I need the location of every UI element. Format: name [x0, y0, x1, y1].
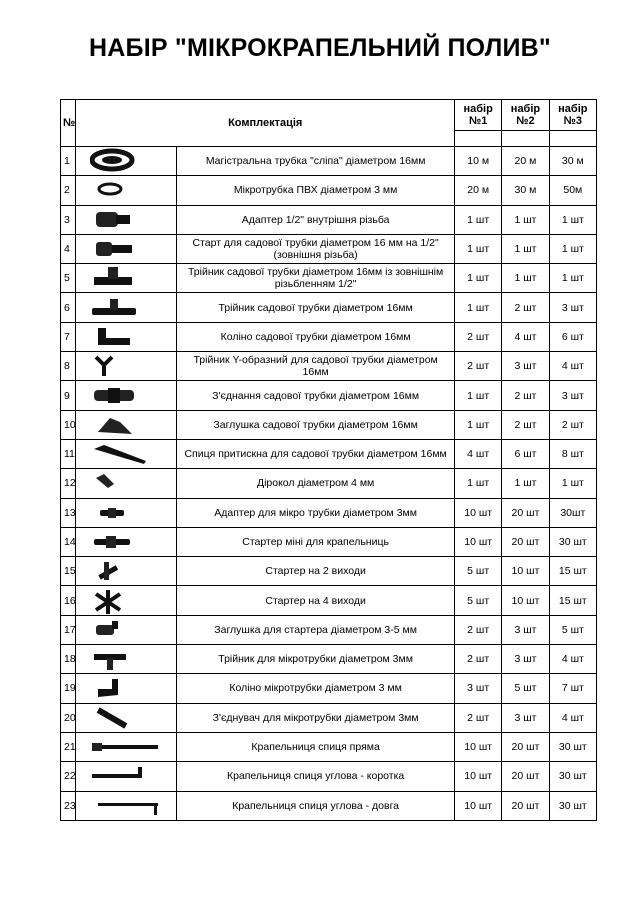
row-name: Крапельниця спиця углова - коротка: [177, 762, 455, 791]
mini-starter-icon: [90, 529, 162, 555]
kit-table: [60, 99, 597, 821]
table-body: [61, 147, 597, 821]
row-image: [76, 293, 177, 322]
tee-icon: [90, 295, 162, 321]
row-set3: 1 шт: [549, 234, 596, 263]
table-row: [61, 322, 597, 351]
row-image: [76, 732, 177, 761]
two-way-starter-icon: [90, 558, 162, 584]
row-set1: 1 шт: [455, 381, 502, 410]
end-plug-icon: [90, 412, 162, 438]
row-number: 16: [61, 586, 76, 615]
elbow-icon: [90, 324, 162, 350]
micro-connector-icon: [90, 705, 162, 731]
straight-spike-dripper-icon: [90, 734, 162, 760]
row-name: Коліно мікротрубки діаметром 3 мм: [177, 674, 455, 703]
row-number: 8: [61, 352, 76, 381]
row-image: [76, 381, 177, 410]
table-row: [61, 615, 597, 644]
row-number: 1: [61, 147, 76, 176]
table-row: [61, 762, 597, 791]
row-set3: 1 шт: [549, 205, 596, 234]
row-image: [76, 410, 177, 439]
row-set2: 20 шт: [502, 498, 549, 527]
row-name: Трійник садової трубки діаметром 16мм із зовнішнім різьбленням 1/2": [177, 264, 455, 293]
row-number: 23: [61, 791, 76, 820]
start-connector-icon: [90, 236, 162, 262]
row-name: Крапельниця спиця углова - довга: [177, 791, 455, 820]
row-number: 3: [61, 205, 76, 234]
row-set3: 4 шт: [549, 703, 596, 732]
row-number: 9: [61, 381, 76, 410]
row-name: Магістральна трубка "сліпа" діаметром 16мм: [177, 147, 455, 176]
row-set2: 20 шт: [502, 732, 549, 761]
row-set3: 30шт: [549, 498, 596, 527]
row-name: Заглушка для стартера діаметром 3-5 мм: [177, 615, 455, 644]
row-image: [76, 527, 177, 556]
row-set3: 50м: [549, 176, 596, 205]
row-set2: 2 шт: [502, 410, 549, 439]
row-name: Стартер на 2 виходи: [177, 557, 455, 586]
micro-tee-icon: [90, 646, 162, 672]
table-row: [61, 498, 597, 527]
table-row: [61, 557, 597, 586]
row-number: 2: [61, 176, 76, 205]
long-angled-spike-icon: [90, 793, 162, 819]
row-set1: 10 шт: [455, 498, 502, 527]
table-row: [61, 147, 597, 176]
table-row: [61, 791, 597, 820]
row-name: З'єднувач для мікротрубки діаметром 3мм: [177, 703, 455, 732]
row-set2: 6 шт: [502, 439, 549, 468]
row-set1: 5 шт: [455, 557, 502, 586]
table-row: [61, 205, 597, 234]
table-row: [61, 586, 597, 615]
row-set1: 10 шт: [455, 732, 502, 761]
table-row: [61, 674, 597, 703]
row-number: 5: [61, 264, 76, 293]
row-set2: 4 шт: [502, 322, 549, 351]
four-way-starter-icon: [90, 588, 162, 614]
short-angled-spike-icon: [90, 763, 162, 789]
row-set3: 4 шт: [549, 645, 596, 674]
row-image: [76, 703, 177, 732]
row-set1: 10 шт: [455, 791, 502, 820]
row-number: 10: [61, 410, 76, 439]
row-image: [76, 586, 177, 615]
row-number: 7: [61, 322, 76, 351]
header-num: №: [61, 100, 76, 147]
row-set2: 10 шт: [502, 586, 549, 615]
row-set1: 3 шт: [455, 674, 502, 703]
row-set3: 15 шт: [549, 586, 596, 615]
row-set3: 30 шт: [549, 762, 596, 791]
row-set2: 5 шт: [502, 674, 549, 703]
table-row: [61, 703, 597, 732]
row-set1: 5 шт: [455, 586, 502, 615]
row-number: 15: [61, 557, 76, 586]
row-image: [76, 791, 177, 820]
row-set2: 10 шт: [502, 557, 549, 586]
table-row: [61, 410, 597, 439]
row-name: Трійник Y-образний для садової трубки діаметром 16мм: [177, 352, 455, 381]
row-number: 17: [61, 615, 76, 644]
row-set3: 3 шт: [549, 381, 596, 410]
row-name: Спиця притискна для садової трубки діаметром 16мм: [177, 439, 455, 468]
row-set3: 3 шт: [549, 293, 596, 322]
row-image: [76, 264, 177, 293]
table-row: [61, 234, 597, 263]
row-number: 19: [61, 674, 76, 703]
row-name: Стартер на 4 виходи: [177, 586, 455, 615]
row-set1: 10 м: [455, 147, 502, 176]
row-set1: 1 шт: [455, 469, 502, 498]
row-set3: 2 шт: [549, 410, 596, 439]
row-name: Заглушка садової трубки діаметром 16мм: [177, 410, 455, 439]
header-set3: набір №3: [549, 100, 596, 131]
row-number: 11: [61, 439, 76, 468]
coiled-hose-icon: [90, 148, 162, 174]
row-set1: 4 шт: [455, 439, 502, 468]
row-image: [76, 645, 177, 674]
row-set2: 20 шт: [502, 527, 549, 556]
row-set2: 2 шт: [502, 293, 549, 322]
header-set1: набір №1: [455, 100, 502, 131]
row-image: [76, 352, 177, 381]
row-image: [76, 469, 177, 498]
page-title: НАБІР "МІКРОКРАПЕЛЬНИЙ ПОЛИВ": [89, 34, 551, 62]
row-set3: 30 м: [549, 147, 596, 176]
row-name: Мікротрубка ПВХ діаметром 3 мм: [177, 176, 455, 205]
row-set1: 20 м: [455, 176, 502, 205]
row-image: [76, 176, 177, 205]
row-set3: 15 шт: [549, 557, 596, 586]
table-row: [61, 527, 597, 556]
row-set1: 1 шт: [455, 205, 502, 234]
row-image: [76, 147, 177, 176]
row-image: [76, 615, 177, 644]
row-set2: 20 м: [502, 147, 549, 176]
row-name: Трійник садової трубки діаметром 16мм: [177, 293, 455, 322]
header-set1-blank: [455, 131, 502, 147]
row-set3: 8 шт: [549, 439, 596, 468]
row-set1: 10 шт: [455, 527, 502, 556]
row-set2: 2 шт: [502, 381, 549, 410]
row-image: [76, 234, 177, 263]
row-set3: 30 шт: [549, 527, 596, 556]
row-image: [76, 762, 177, 791]
row-set3: 30 шт: [549, 732, 596, 761]
micro-tube-coil-icon: [90, 177, 162, 203]
row-number: 13: [61, 498, 76, 527]
row-set2: 20 шт: [502, 762, 549, 791]
row-name: Стартер міні для крапельниць: [177, 527, 455, 556]
table-row: [61, 732, 597, 761]
row-set1: 1 шт: [455, 264, 502, 293]
starter-plug-icon: [90, 617, 162, 643]
row-set2: 1 шт: [502, 469, 549, 498]
row-set2: 3 шт: [502, 645, 549, 674]
header-composition: Комплектація: [76, 100, 455, 147]
row-number: 4: [61, 234, 76, 263]
row-set2: 30 м: [502, 176, 549, 205]
table-row: [61, 381, 597, 410]
header-set2-blank: [502, 131, 549, 147]
row-set1: 1 шт: [455, 293, 502, 322]
table-row: [61, 176, 597, 205]
row-set1: 2 шт: [455, 703, 502, 732]
row-set3: 4 шт: [549, 352, 596, 381]
row-set3: 5 шт: [549, 615, 596, 644]
row-set2: 3 шт: [502, 615, 549, 644]
row-number: 12: [61, 469, 76, 498]
header-set3-blank: [549, 131, 596, 147]
row-set2: 3 шт: [502, 352, 549, 381]
row-set1: 1 шт: [455, 410, 502, 439]
table-row: [61, 293, 597, 322]
table-row: [61, 264, 597, 293]
row-number: 22: [61, 762, 76, 791]
row-set1: 1 шт: [455, 234, 502, 263]
row-name: Крапельниця спиця пряма: [177, 732, 455, 761]
micro-adapter-icon: [90, 500, 162, 526]
row-set1: 10 шт: [455, 762, 502, 791]
row-name: З'єднання садової трубки діаметром 16мм: [177, 381, 455, 410]
row-name: Трійник для мікротрубки діаметром 3мм: [177, 645, 455, 674]
row-set3: 30 шт: [549, 791, 596, 820]
row-set2: 1 шт: [502, 205, 549, 234]
row-set1: 2 шт: [455, 322, 502, 351]
row-set3: 7 шт: [549, 674, 596, 703]
row-number: 21: [61, 732, 76, 761]
coupling-icon: [90, 383, 162, 409]
row-set2: 1 шт: [502, 234, 549, 263]
threaded-tee-icon: [90, 265, 162, 291]
row-number: 14: [61, 527, 76, 556]
row-set1: 2 шт: [455, 615, 502, 644]
row-image: [76, 205, 177, 234]
table-row: [61, 469, 597, 498]
row-image: [76, 439, 177, 468]
row-image: [76, 674, 177, 703]
row-set2: 1 шт: [502, 264, 549, 293]
y-tee-icon: [90, 353, 162, 379]
header-set2: набір №2: [502, 100, 549, 131]
row-image: [76, 498, 177, 527]
row-set1: 2 шт: [455, 352, 502, 381]
row-set3: 1 шт: [549, 264, 596, 293]
row-set2: 3 шт: [502, 703, 549, 732]
row-number: 6: [61, 293, 76, 322]
table-row: [61, 439, 597, 468]
micro-elbow-icon: [90, 675, 162, 701]
row-name: Старт для садової трубки діаметром 16 мм на 1/2" (зовнішня різьба): [177, 234, 455, 263]
row-set2: 20 шт: [502, 791, 549, 820]
table-row: [61, 645, 597, 674]
table-row: [61, 352, 597, 381]
hole-punch-icon: [90, 470, 162, 496]
row-name: Адаптер 1/2" внутрішня різьба: [177, 205, 455, 234]
row-set3: 6 шт: [549, 322, 596, 351]
adapter-icon: [90, 207, 162, 233]
row-image: [76, 557, 177, 586]
stake-icon: [90, 441, 162, 467]
row-number: 20: [61, 703, 76, 732]
row-set3: 1 шт: [549, 469, 596, 498]
row-image: [76, 322, 177, 351]
row-name: Адаптер для мікро трубки діаметром 3мм: [177, 498, 455, 527]
row-number: 18: [61, 645, 76, 674]
row-name: Дірокол діаметром 4 мм: [177, 469, 455, 498]
row-name: Коліно садової трубки діаметром 16мм: [177, 322, 455, 351]
row-set1: 2 шт: [455, 645, 502, 674]
